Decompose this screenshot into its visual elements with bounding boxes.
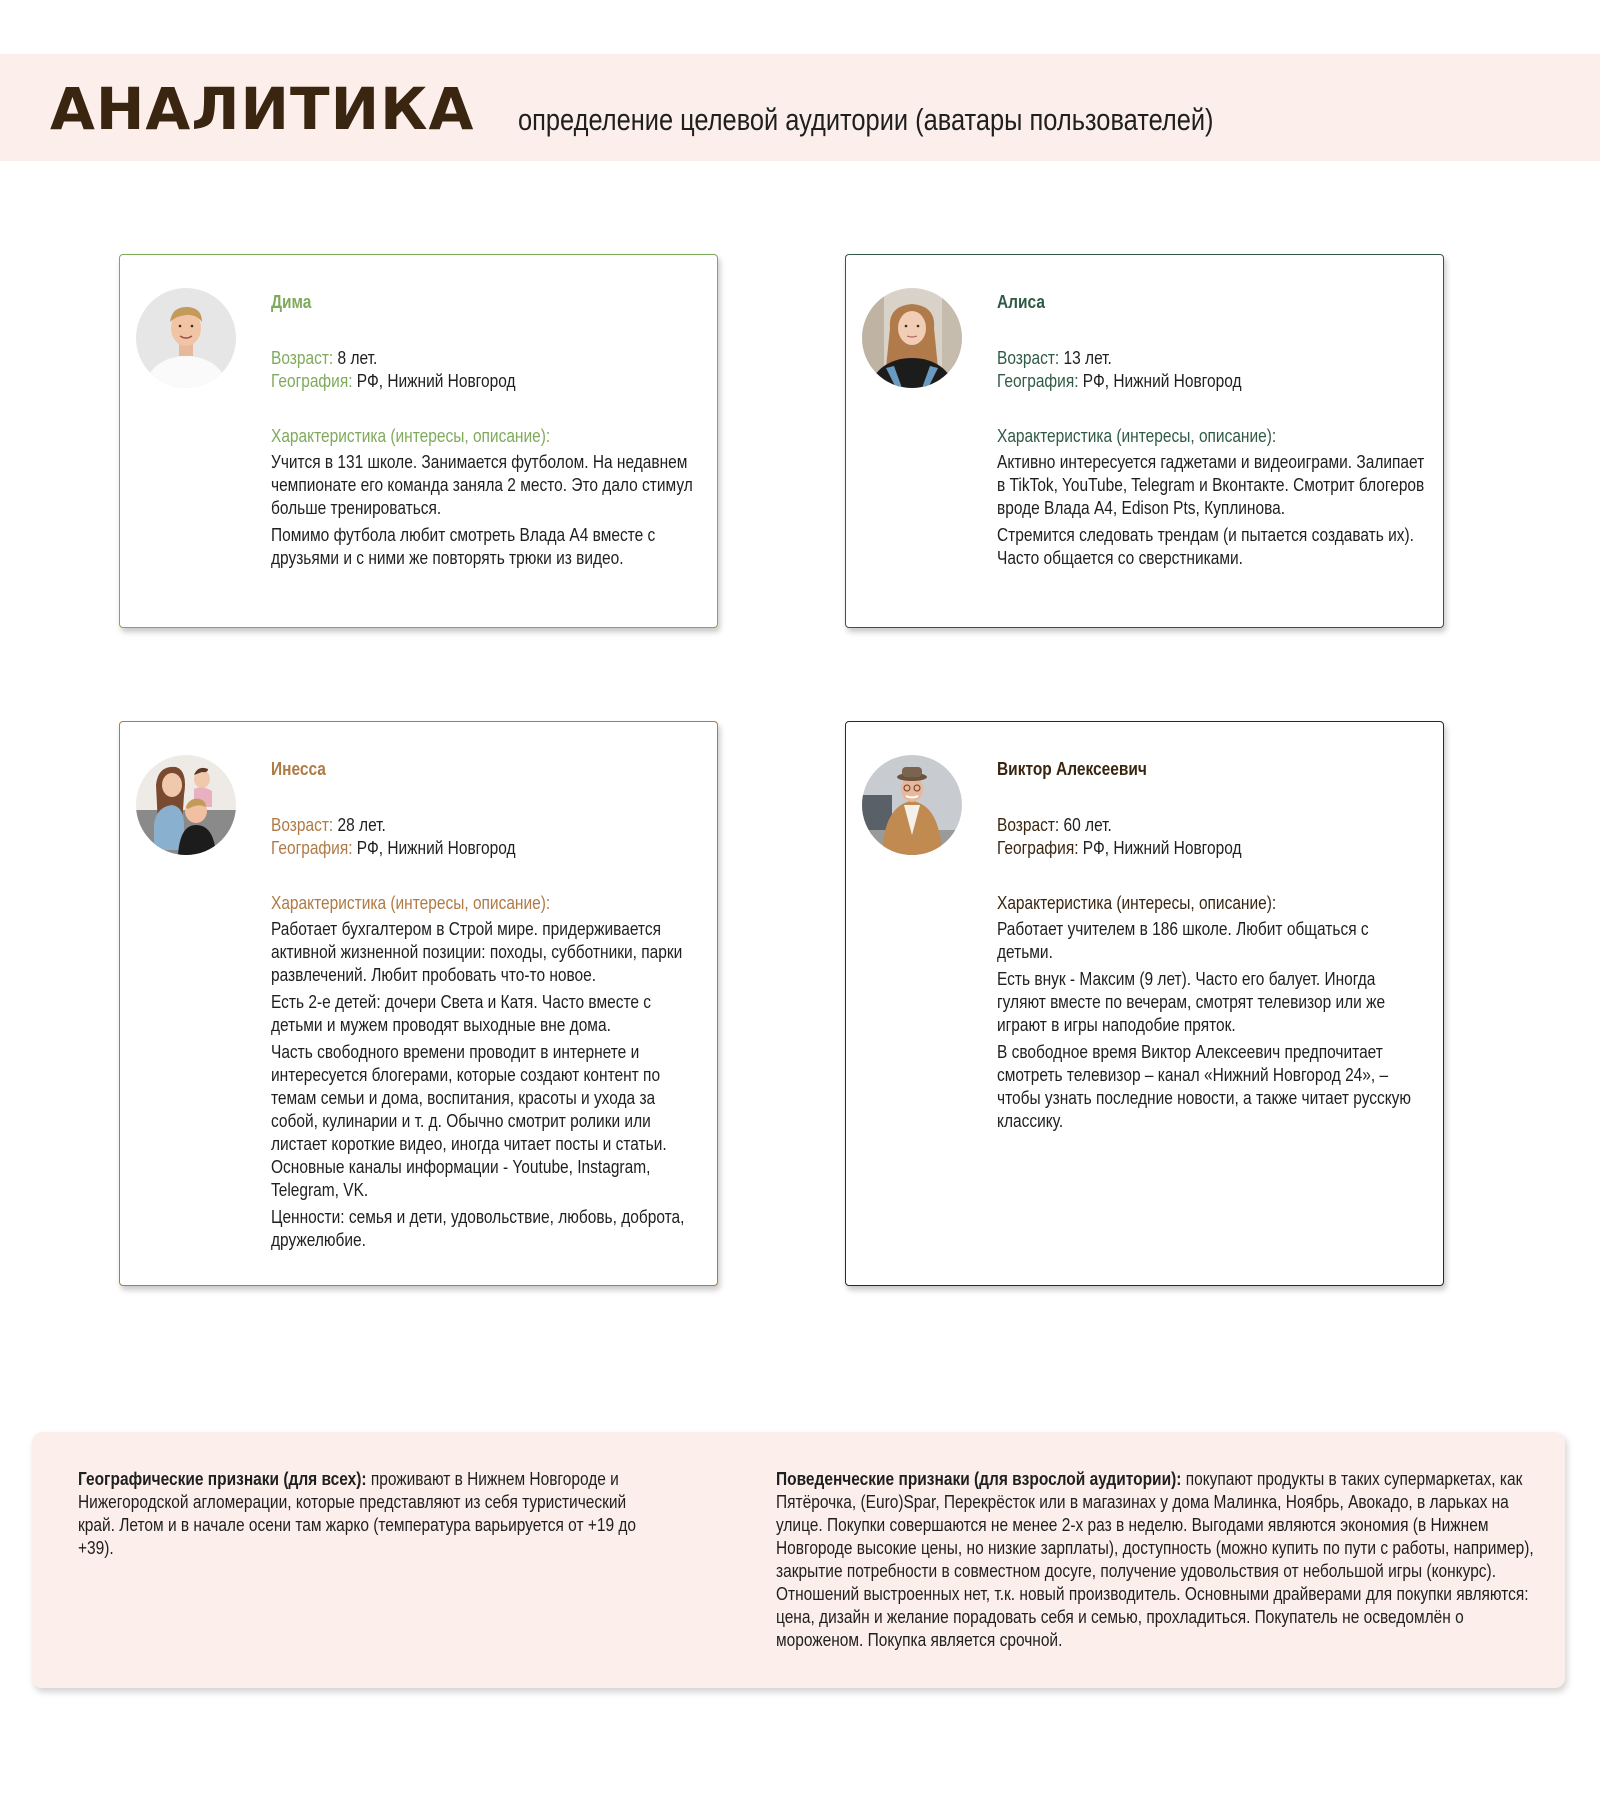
behavioral-text: покупают продукты в таких супермаркетах, как Пятёрочка, (Euro)Spar, Перекрёсток или в магазинах у дома Малинка, Ноябрь, Авокадо, в ларьках на улице. Покупки совершаются не менее 2-х раз в неделю. Выгодами являются экономия (в Нижнем Новгороде высокие цены, но низкие зарплаты), доступность (можно купить по пути с работы, например), закрытие потребности в совместном досуге, получение удовольствия от небольшой игры (конкурс). Отношений выстроенных нет, т.к. новый производитель. Основными драйверами для покупки являются: цена, дизайн и желание порадовать себя и семью, прохладиться. Покупатель не осведомлён о мороженом. Покупка является срочной.	[776, 1469, 1534, 1650]
persona-info	[997, 758, 1427, 1133]
geo-label: География:	[271, 838, 353, 858]
avatar-family	[136, 755, 236, 855]
persona-age	[997, 814, 1427, 837]
persona-age	[271, 347, 701, 370]
geographic-label: Географические признаки (для всех):	[78, 1469, 367, 1489]
geo-value: РФ, Нижний Новгород	[356, 371, 516, 391]
avatar-elderly-man	[862, 755, 962, 855]
age-label: Возраст:	[271, 348, 334, 368]
geo-value: РФ, Нижний Новгород	[1082, 371, 1242, 391]
avatar-girl	[862, 288, 962, 388]
persona-name: Инесса	[271, 759, 326, 779]
age-value: 28 лет.	[337, 815, 386, 835]
age-label: Возраст:	[997, 348, 1060, 368]
persona-paragraph: Учится в 131 школе. Занимается футболом. На недавнем чемпионате его команда заняла 2 место. Это дало стимул больше тренироваться.	[271, 452, 693, 518]
characteristic-heading: Характеристика (интересы, описание):	[271, 426, 551, 446]
behavioral-label: Поведенческие признаки (для взрослой аудитории):	[776, 1469, 1182, 1489]
page-subtitle: определение целевой аудитории (аватары пользователей)	[518, 102, 1214, 137]
persona-paragraph: Есть внук - Максим (9 лет). Часто его балует. Иногда гуляют вместе по вечерам, смотрят телевизор или же играют в игры наподобие пряток.	[997, 969, 1386, 1035]
persona-card-inessa	[119, 721, 718, 1286]
persona-card-dima	[119, 254, 718, 628]
header-banner	[0, 54, 1600, 161]
characteristic-heading: Характеристика (интересы, описание):	[271, 893, 551, 913]
persona-paragraph: Работает учителем в 186 школе. Любит общаться с детьми.	[997, 919, 1369, 962]
persona-paragraph: Работает бухгалтером в Строй мире. придерживается активной жизненной позиции: походы, субботники, парки развлечений. Любит пробовать что-то новое.	[271, 919, 683, 985]
age-value: 13 лет.	[1063, 348, 1112, 368]
summary-panel	[32, 1432, 1565, 1688]
elderly-man-photo-icon	[862, 755, 962, 855]
geographic-text: проживают в Нижнем Новгороде и Нижегородской агломерации, которые представляют из себя туристический край. Летом и в начале осени там жарко (температура варьируется от +19 до +39).	[78, 1469, 637, 1558]
age-label: Возраст:	[271, 815, 334, 835]
persona-info	[271, 291, 701, 570]
age-label: Возраст:	[997, 815, 1060, 835]
persona-geo	[271, 837, 701, 860]
persona-name: Виктор Алексеевич	[997, 759, 1147, 779]
persona-name: Дима	[271, 292, 312, 312]
persona-paragraph: Активно интересуется гаджетами и видеоиграми. Залипает в TikTok, YouTube, Telegram и Вконтакте. Смотрит блогеров вроде Влада А4, Edison Pts, Куплинова.	[997, 452, 1425, 518]
persona-paragraph: Помимо футбола любит смотреть Влада А4 вместе с друзьями и с ними же повторять трюки из видео.	[271, 525, 656, 568]
persona-paragraph: Есть 2-е детей: дочери Света и Катя. Часто вместе с детьми и мужем проводят выходные вне дома.	[271, 992, 652, 1035]
boy-photo-icon	[136, 288, 236, 388]
persona-info	[271, 758, 701, 1252]
behavioral-features	[776, 1468, 1536, 1652]
geo-label: География:	[997, 371, 1079, 391]
persona-paragraph: Стремится следовать трендам (и пытается создавать их). Часто общается со сверстниками.	[997, 525, 1414, 568]
geo-value: РФ, Нижний Новгород	[356, 838, 516, 858]
persona-card-viktor	[845, 721, 1444, 1286]
persona-paragraph: Часть свободного времени проводит в интернете и интересуется блогерами, которые создают контент по темам семьи и дома, воспитания, красоты и ухода за собой, кулинарии и т. д. Обычно смотрит ролики или листает короткие видео, иногда читает посты и статьи. Основные каналы информации - Youtube, Instagram, Telegram, VK.	[271, 1042, 667, 1200]
persona-geo	[997, 370, 1427, 393]
avatar-boy	[136, 288, 236, 388]
girl-photo-icon	[862, 288, 962, 388]
geo-label: География:	[997, 838, 1079, 858]
age-value: 60 лет.	[1063, 815, 1112, 835]
persona-geo	[271, 370, 701, 393]
geo-label: География:	[271, 371, 353, 391]
persona-card-alisa	[845, 254, 1444, 628]
geographic-features	[78, 1468, 638, 1560]
characteristic-heading: Характеристика (интересы, описание):	[997, 426, 1277, 446]
persona-age	[271, 814, 701, 837]
persona-paragraph: В свободное время Виктор Алексеевич предпочитает смотреть телевизор – канал «Нижний Новгород 24», – чтобы узнать последние новости, а также читает русскую классику.	[997, 1042, 1412, 1131]
characteristic-heading: Характеристика (интересы, описание):	[997, 893, 1277, 913]
age-value: 8 лет.	[337, 348, 378, 368]
persona-info	[997, 291, 1427, 570]
persona-name: Алиса	[997, 292, 1045, 312]
geo-value: РФ, Нижний Новгород	[1082, 838, 1242, 858]
persona-geo	[997, 837, 1427, 860]
persona-paragraph: Ценности: семья и дети, удовольствие, любовь, доброта, дружелюбие.	[271, 1207, 685, 1250]
page-title: АНАЛИТИКА	[50, 75, 475, 143]
persona-age	[997, 347, 1427, 370]
family-photo-icon	[136, 755, 236, 855]
